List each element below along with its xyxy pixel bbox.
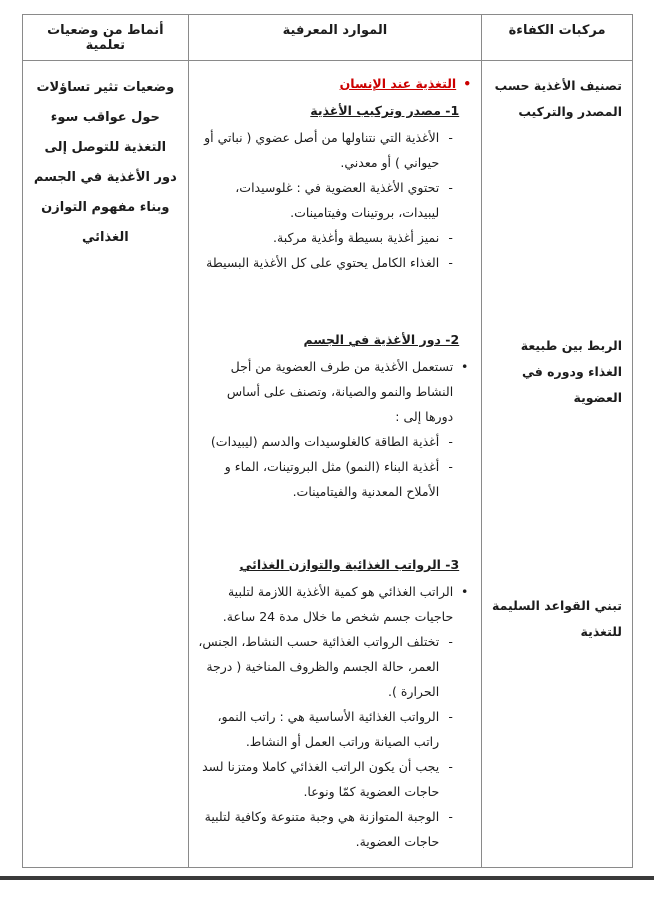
list-item: - الغذاء الكامل يحتوي على كل الأغذية البسيطة xyxy=(197,250,472,275)
dash-marker: - xyxy=(448,434,453,449)
dash-marker: - xyxy=(448,634,453,649)
section-heading: 2- دور الأغذية في الجسم xyxy=(303,332,460,347)
competency-item: تصنيف الأغذية حسب المصدر والتركيب xyxy=(494,78,622,119)
dash-marker: - xyxy=(448,255,453,270)
resources-cell xyxy=(189,61,483,867)
section-food-source xyxy=(197,98,472,275)
list-item: - أغذية الطاقة كالغلوسيدات والدسم (ليبيدات) xyxy=(197,429,472,454)
list-item: - تختلف الرواتب الغذائية حسب النشاط، الجنس، العمر، حالة الجسم والظروف المناخية ( درجة الحرارة ). xyxy=(197,629,472,704)
competency-item: الربط بين طبيعة الغذاء ودوره في العضوية xyxy=(520,338,622,405)
dash-marker: - xyxy=(448,230,453,245)
dash-marker: - xyxy=(448,130,453,145)
header-situations: أنماط من وضعيات تعلمية xyxy=(23,15,189,60)
dash-marker: - xyxy=(448,809,453,824)
situations-cell xyxy=(23,61,189,867)
header-resources: الموارد المعرفية xyxy=(189,15,483,60)
section-heading: 1- مصدر وتركيب الأغذية xyxy=(310,103,460,118)
lesson-table xyxy=(22,14,633,868)
table-header-row xyxy=(23,15,632,61)
dash-marker: - xyxy=(448,709,453,724)
list-item: • تستعمل الأغذية من طرف العضوية من أجل النشاط والنمو والصيانة، وتصنف على أساس دورها إلى : xyxy=(197,354,472,429)
lesson-title xyxy=(197,71,472,96)
list-item: - الوجبة المتوازنة هي وجبة متنوعة وكافية لتلبية حاجات العضوية. xyxy=(197,804,472,854)
lesson-title-text: التغذية عند الإنسان xyxy=(339,76,457,91)
section-food-role xyxy=(197,327,472,504)
list-item: - الرواتب الغذائية الأساسية هي : راتب النمو، راتب الصيانة وراتب العمل أو النشاط. xyxy=(197,704,472,754)
list-item: - يجب أن يكون الراتب الغذائي كاملا ومتزنا لسد حاجات العضوية كمّا ونوعا. xyxy=(197,754,472,804)
bullet-marker: • xyxy=(463,76,472,91)
section-heading: 3- الرواتب الغذائية والتوازن الغذائي xyxy=(239,557,460,572)
header-competencies: مركبات الكفاءة xyxy=(508,23,606,38)
bullet-marker: • xyxy=(461,359,469,374)
situations-text: وضعيات تثير تساؤلات حول عواقب سوء التغذية للتوصل إلى دور الأغذية في الجسم وبناء مفهوم التوازن الغذائي xyxy=(33,80,177,245)
competency-item: تبني القواعد السليمة للتغذية xyxy=(492,598,622,639)
dash-marker: - xyxy=(448,759,453,774)
competencies-cell xyxy=(482,61,632,867)
table-body-row xyxy=(23,61,632,867)
dash-marker: - xyxy=(448,459,453,474)
dash-marker: - xyxy=(448,180,453,195)
section-food-balance xyxy=(197,552,472,854)
bottom-rule xyxy=(0,876,654,880)
list-item: - نميز أغذية بسيطة وأغذية مركبة. xyxy=(197,225,472,250)
list-item: - الأغذية التي نتناولها من أصل عضوي ( نباتي أو حيواني ) أو معدني. xyxy=(197,125,472,175)
list-item: - أغذية البناء (النمو) مثل البروتينات، الماء و الأملاح المعدنية والفيتامينات. xyxy=(197,454,472,504)
bullet-marker: • xyxy=(461,584,469,599)
list-item: - تحتوي الأغذية العضوية في : غلوسيدات، ليبيدات، بروتينات وفيتامينات. xyxy=(197,175,472,225)
list-item: • الراتب الغذائي هو كمية الأغذية اللازمة لتلبية حاجيات جسم شخص ما خلال مدة 24 ساعة. xyxy=(197,579,472,629)
